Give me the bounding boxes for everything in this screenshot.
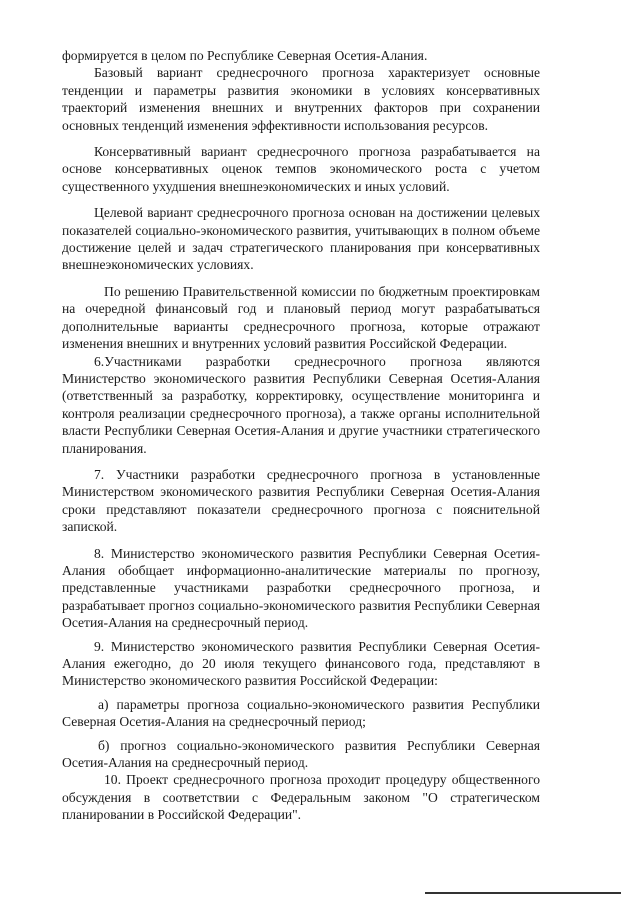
paragraph-continuation: формируется в целом по Республике Северная Осетия-Алания. bbox=[62, 48, 428, 63]
paragraph-conservative-variant: Консервативный вариант среднесрочного прогноза разрабатывается на основе консервативных оценок темпов экономического роста с учетом существенного ухудшения внешнеэкономических и иных условий. bbox=[62, 144, 540, 194]
paragraph-item-7: 7. Участники разработки среднесрочного прогноза в установленные Министерством экономического развития Республики Северная Осетия-Алания сроки представляют показатели среднесрочного прогноза с пояснительной запиской. bbox=[62, 466, 540, 535]
paragraph-item-6: 6.Участниками разработки среднесрочного прогноза являются Министерство экономического развития Республики Северная Осетия-Алания (ответственный за разработку, корректировку, осуществление мониторинга и контроля реализации среднесрочного прогноза), а также органы исполнительной власти Республики Северная Осетия-Алания и другие участники стратегического планирования. bbox=[62, 353, 540, 456]
paragraph-item-9a: а) параметры прогноза социально-экономического развития Республики Северная Осетия-Алания на среднесрочный период; bbox=[62, 696, 540, 730]
document-body bbox=[62, 47, 540, 824]
paragraph-item-10: 10. Проект среднесрочного прогноза проходит процедуру общественного обсуждения в соответствии с Федеральным законом "О стратегическом планировании в Российской Федерации". bbox=[62, 772, 540, 823]
paragraph-additional-variants: По решению Правительственной комиссии по бюджетным проектировкам на очередной финансовый год и плановый период могут разрабатываться дополнительные варианты среднесрочного прогноза, которые отражают изменения внешних и внутренних условий развития Российской Федерации. bbox=[62, 283, 540, 352]
paragraph-item-9b: б) прогноз социально-экономического развития Республики Северная Осетия-Алания на среднесрочный период. bbox=[62, 737, 540, 771]
paragraph-base-variant: Базовый вариант среднесрочного прогноза характеризует основные тенденции и параметры развития экономики в условиях консервативных траекторий изменения внешних и внутренних факторов при сохранении основных тенденций изменения эффективности использования ресурсов. bbox=[62, 65, 540, 133]
paragraph-item-9: 9. Министерство экономического развития Республики Северная Осетия-Алания ежегодно, до 20 июля текущего финансового года, представляют в Министерство экономического развития Российской Федерации: bbox=[62, 638, 540, 689]
paragraph-item-8: 8. Министерство экономического развития Республики Северная Осетия-Алания обобщает информационно-аналитические материалы по прогнозу, представленные участниками разработки среднесрочного прогноза, и разрабатывает прогноз социально-экономического развития Республики Северная Осетия-Алания на среднесрочный период. bbox=[62, 545, 540, 631]
paragraph-target-variant: Целевой вариант среднесрочного прогноза основан на достижении целевых показателей социально-экономического развития, учитывающих в полном объеме достижение целей и задач стратегического планирования при консервативных внешнеэкономических условиях. bbox=[62, 205, 540, 273]
footer-rule bbox=[425, 892, 621, 894]
